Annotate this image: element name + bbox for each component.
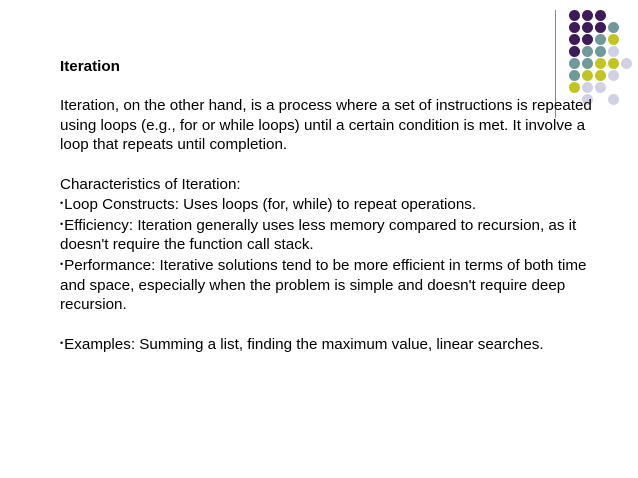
spacer [60, 155, 600, 175]
bullet-marker: • [60, 198, 64, 209]
decor-dot [608, 22, 619, 33]
decor-dot [621, 58, 632, 69]
bullet-item [60, 255, 600, 315]
decor-dot [569, 22, 580, 33]
bullet-text: Efficiency: Iteration generally uses less memory compared to recursion, as it doesn't require the function call stack. [60, 216, 577, 254]
decor-dot [569, 10, 580, 21]
decor-dot [569, 46, 580, 57]
bullet-item [60, 194, 600, 215]
slide-content [60, 57, 600, 355]
examples-text: Examples: Summing a list, finding the maximum value, linear searches. [64, 336, 544, 354]
bullet-marker: • [60, 218, 64, 229]
decor-dot [608, 70, 619, 81]
bullet-text: Loop Constructs: Uses loops (for, while) to repeat operations. [64, 196, 477, 214]
decor-dot [608, 58, 619, 69]
bullet-item [60, 215, 600, 255]
characteristics-heading: Characteristics of Iteration: [60, 175, 241, 193]
bullet-marker: • [60, 258, 64, 269]
bullet-item [60, 334, 600, 355]
spacer [60, 315, 600, 335]
decor-dot [608, 34, 619, 45]
bullet-text: Performance: Iterative solutions tend to be more efficient in terms of both time and space, especially when the problem is simple and doesn't require deep recursion. [60, 256, 587, 314]
decor-dot [595, 34, 606, 45]
slide-title: Iteration [60, 58, 120, 75]
intro-paragraph: Iteration, on the other hand, is a process where a set of instructions is repeated using loops (e.g., for or while loops) until a certain condition is met. It involve a loop that repeats until completion. [60, 97, 592, 154]
decor-dot [582, 10, 593, 21]
decor-dot [582, 34, 593, 45]
spacer [60, 77, 600, 97]
decor-dot [569, 34, 580, 45]
decor-dot [595, 46, 606, 57]
decor-dot [595, 22, 606, 33]
decor-dot [595, 10, 606, 21]
decor-dot [582, 22, 593, 33]
bullet-marker: • [60, 338, 64, 349]
decor-dot [608, 46, 619, 57]
decor-dot [582, 46, 593, 57]
decor-dot [608, 94, 619, 105]
